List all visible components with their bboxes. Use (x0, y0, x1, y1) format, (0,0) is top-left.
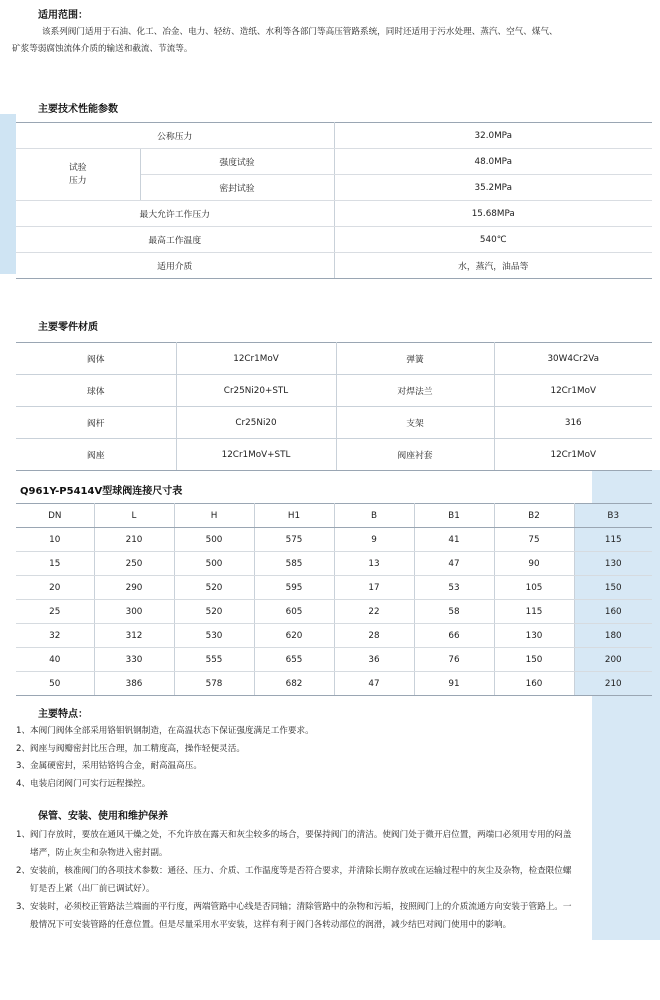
dimensions-title: Q961Y-P5414V型球阀连接尺寸表 (20, 486, 183, 497)
material-part: 阀座 (16, 439, 176, 471)
maintenance-line: 钉是否上紧（出厂前已调试好）。 (30, 884, 155, 894)
dimension-cell-b: 13 (334, 552, 414, 576)
dimension-cell-dn: 25 (16, 600, 94, 624)
table-row (16, 600, 652, 624)
max-temp-value: 540℃ (334, 227, 652, 253)
dimension-cell-l: 290 (94, 576, 174, 600)
material-part: 支架 (336, 407, 494, 439)
material-value: 12Cr1MoV (176, 343, 336, 375)
table-row (16, 624, 652, 648)
material-value: 12Cr1MoV (494, 439, 652, 471)
material-value: 30W4Cr2Va (494, 343, 652, 375)
dimension-cell-b1: 58 (414, 600, 494, 624)
nominal-pressure-value: 32.0MPa (334, 123, 652, 149)
material-part: 阀座衬套 (336, 439, 494, 471)
table-row (16, 201, 652, 227)
material-value: Cr25Ni20 (176, 407, 336, 439)
material-value: 12Cr1MoV (494, 375, 652, 407)
dimension-cell-dn: 32 (16, 624, 94, 648)
max-pressure-value: 15.68MPa (334, 201, 652, 227)
left-accent-band (0, 114, 16, 274)
table-row (16, 648, 652, 672)
table-row (16, 552, 652, 576)
material-part: 阀体 (16, 343, 176, 375)
header-b1: B1 (414, 504, 494, 528)
dimension-cell-h1: 575 (254, 528, 334, 552)
features-title: 主要特点： (38, 709, 88, 720)
dimension-cell-b: 47 (334, 672, 414, 696)
dimension-cell-b1: 53 (414, 576, 494, 600)
dimension-cell-dn: 10 (16, 528, 94, 552)
dimension-cell-dn: 20 (16, 576, 94, 600)
dimension-cell-h: 520 (174, 600, 254, 624)
dimension-cell-b3: 130 (574, 552, 652, 576)
dimension-cell-b2: 130 (494, 624, 574, 648)
dimension-cell-h: 578 (174, 672, 254, 696)
maintenance-title: 保管、安装、使用和维护保养 (38, 811, 168, 822)
table-row (16, 253, 652, 279)
dimension-cell-b3: 180 (574, 624, 652, 648)
nominal-pressure-label: 公称压力 (16, 123, 334, 149)
dimension-cell-dn: 40 (16, 648, 94, 672)
header-b2: B2 (494, 504, 574, 528)
dimension-cell-h: 500 (174, 552, 254, 576)
table-row (16, 343, 652, 375)
dimension-cell-b1: 91 (414, 672, 494, 696)
dimension-cell-b3: 160 (574, 600, 652, 624)
table-row (16, 123, 652, 149)
dimension-cell-b: 36 (334, 648, 414, 672)
dimension-cell-l: 386 (94, 672, 174, 696)
header-b: B (334, 504, 414, 528)
dimension-cell-b3: 150 (574, 576, 652, 600)
material-part: 阀杆 (16, 407, 176, 439)
maintenance-line: 般情况下可安装管路的任意位置。但是尽量采用水平安装，这样有利于阀门各转动部位的润滑，减少结巴对阀门使用中的影响。 (30, 920, 512, 930)
dimension-cell-l: 330 (94, 648, 174, 672)
test-pressure-label-line-1: 试验 (68, 162, 87, 173)
material-part: 对焊法兰 (336, 375, 494, 407)
dimension-cell-b2: 115 (494, 600, 574, 624)
media-value: 水，蒸汽，油品等 (334, 253, 652, 279)
header-dn: DN (16, 504, 94, 528)
table-row (16, 407, 652, 439)
maintenance-line: 2、安装前，核准阀门的各项技术参数：通径、压力、介质、工作温度等是否符合要求，并清除长期存放或在运输过程中的灰尘及杂物，检查限位螺 (16, 866, 572, 876)
features-list (16, 723, 586, 793)
dimension-cell-h1: 655 (254, 648, 334, 672)
dimension-cell-b1: 47 (414, 552, 494, 576)
dimension-cell-b: 9 (334, 528, 414, 552)
scope-line-2: 矿浆等弱腐蚀流体介质的输送和截流、节流等。 (12, 44, 193, 54)
dimension-cell-b: 17 (334, 576, 414, 600)
dimension-cell-dn: 50 (16, 672, 94, 696)
dimensions-table (16, 503, 652, 696)
table-row (16, 672, 652, 696)
material-value: Cr25Ni20+STL (176, 375, 336, 407)
media-label: 适用介质 (16, 253, 334, 279)
dimension-cell-h: 555 (174, 648, 254, 672)
table-header-row (16, 504, 652, 528)
dimension-cell-b2: 75 (494, 528, 574, 552)
dimension-cell-h1: 585 (254, 552, 334, 576)
table-row (16, 227, 652, 253)
dimension-cell-h1: 682 (254, 672, 334, 696)
dimension-cell-b3: 200 (574, 648, 652, 672)
dimension-cell-l: 250 (94, 552, 174, 576)
dimension-cell-h1: 605 (254, 600, 334, 624)
strength-test-label: 强度试验 (140, 149, 334, 175)
maintenance-line: 3、安装时，必须校正管路法兰端面的平行度，两端管路中心线是否同轴；清除管路中的杂物和污垢，按照阀门上的介质流通方向安装于管路上。一 (16, 902, 572, 912)
table-row (16, 576, 652, 600)
material-value: 12Cr1MoV+STL (176, 439, 336, 471)
dimension-cell-b2: 160 (494, 672, 574, 696)
table-row (16, 439, 652, 471)
dimension-cell-b1: 76 (414, 648, 494, 672)
dimension-cell-b3: 210 (574, 672, 652, 696)
dimension-cell-b2: 90 (494, 552, 574, 576)
material-part: 球体 (16, 375, 176, 407)
dimension-cell-h1: 620 (254, 624, 334, 648)
max-temp-label: 最高工作温度 (16, 227, 334, 253)
dimension-cell-dn: 15 (16, 552, 94, 576)
table-row (16, 149, 652, 175)
list-item: 1、本阀门阀体全部采用铬钼钒钢制造，在高温状态下保证强度满足工作要求。 (16, 726, 314, 736)
maintenance-line: 1、阀门存放时，要放在通风干燥之处，不允许放在露天和灰尘较多的场合，要保持阀门的清洁。使阀门处于微开启位置，两端口必须用专用的闷盖 (16, 830, 572, 840)
list-item: 2、阀座与阀瓣密封比压合理，加工精度高，操作轻便灵活。 (16, 743, 245, 754)
dimension-cell-b2: 105 (494, 576, 574, 600)
dimension-cell-b1: 41 (414, 528, 494, 552)
dimension-cell-l: 300 (94, 600, 174, 624)
test-pressure-label (16, 149, 140, 201)
materials-title: 主要零件材质 (38, 322, 98, 333)
strength-test-value: 48.0MPa (334, 149, 652, 175)
scope-title: 适用范围： (38, 10, 88, 21)
header-l: L (94, 504, 174, 528)
material-value: 316 (494, 407, 652, 439)
materials-table (16, 342, 652, 471)
list-item: 3、金属硬密封，采用钴铬钨合金，耐高温高压。 (16, 761, 202, 771)
dimension-cell-h: 530 (174, 624, 254, 648)
dimension-cell-l: 312 (94, 624, 174, 648)
test-pressure-label-line-2: 压力 (68, 175, 87, 186)
scope-line-1: 该系列阀门适用于石油、化工、冶金、电力、轻纺、造纸、水利等各部门等高压管路系统，同时还适用于污水处理、蒸汽、空气、煤气、 (42, 27, 558, 37)
seal-test-label: 密封试验 (140, 175, 334, 201)
dimension-cell-b: 28 (334, 624, 414, 648)
header-b3: B3 (574, 504, 652, 528)
performance-title: 主要技术性能参数 (38, 104, 118, 115)
material-part: 弹簧 (336, 343, 494, 375)
dimension-cell-b: 22 (334, 600, 414, 624)
dimension-cell-b2: 150 (494, 648, 574, 672)
maintenance-text (16, 826, 652, 934)
dimension-cell-h1: 595 (254, 576, 334, 600)
scope-text (12, 24, 654, 58)
dimension-cell-b3: 115 (574, 528, 652, 552)
dimension-cell-h: 520 (174, 576, 254, 600)
table-row (16, 375, 652, 407)
maintenance-line: 堵严，防止灰尘和杂物进入密封副。 (30, 848, 168, 858)
seal-test-value: 35.2MPa (334, 175, 652, 201)
dimension-cell-b1: 66 (414, 624, 494, 648)
list-item: 4、电装启闭阀门可实行远程操控。 (16, 778, 151, 789)
performance-table (16, 122, 652, 279)
max-pressure-label: 最大允许工作压力 (16, 201, 334, 227)
dimension-cell-l: 210 (94, 528, 174, 552)
dimensions-table-body (16, 528, 652, 696)
table-row (16, 528, 652, 552)
dimension-cell-h: 500 (174, 528, 254, 552)
header-h1: H1 (254, 504, 334, 528)
header-h: H (174, 504, 254, 528)
